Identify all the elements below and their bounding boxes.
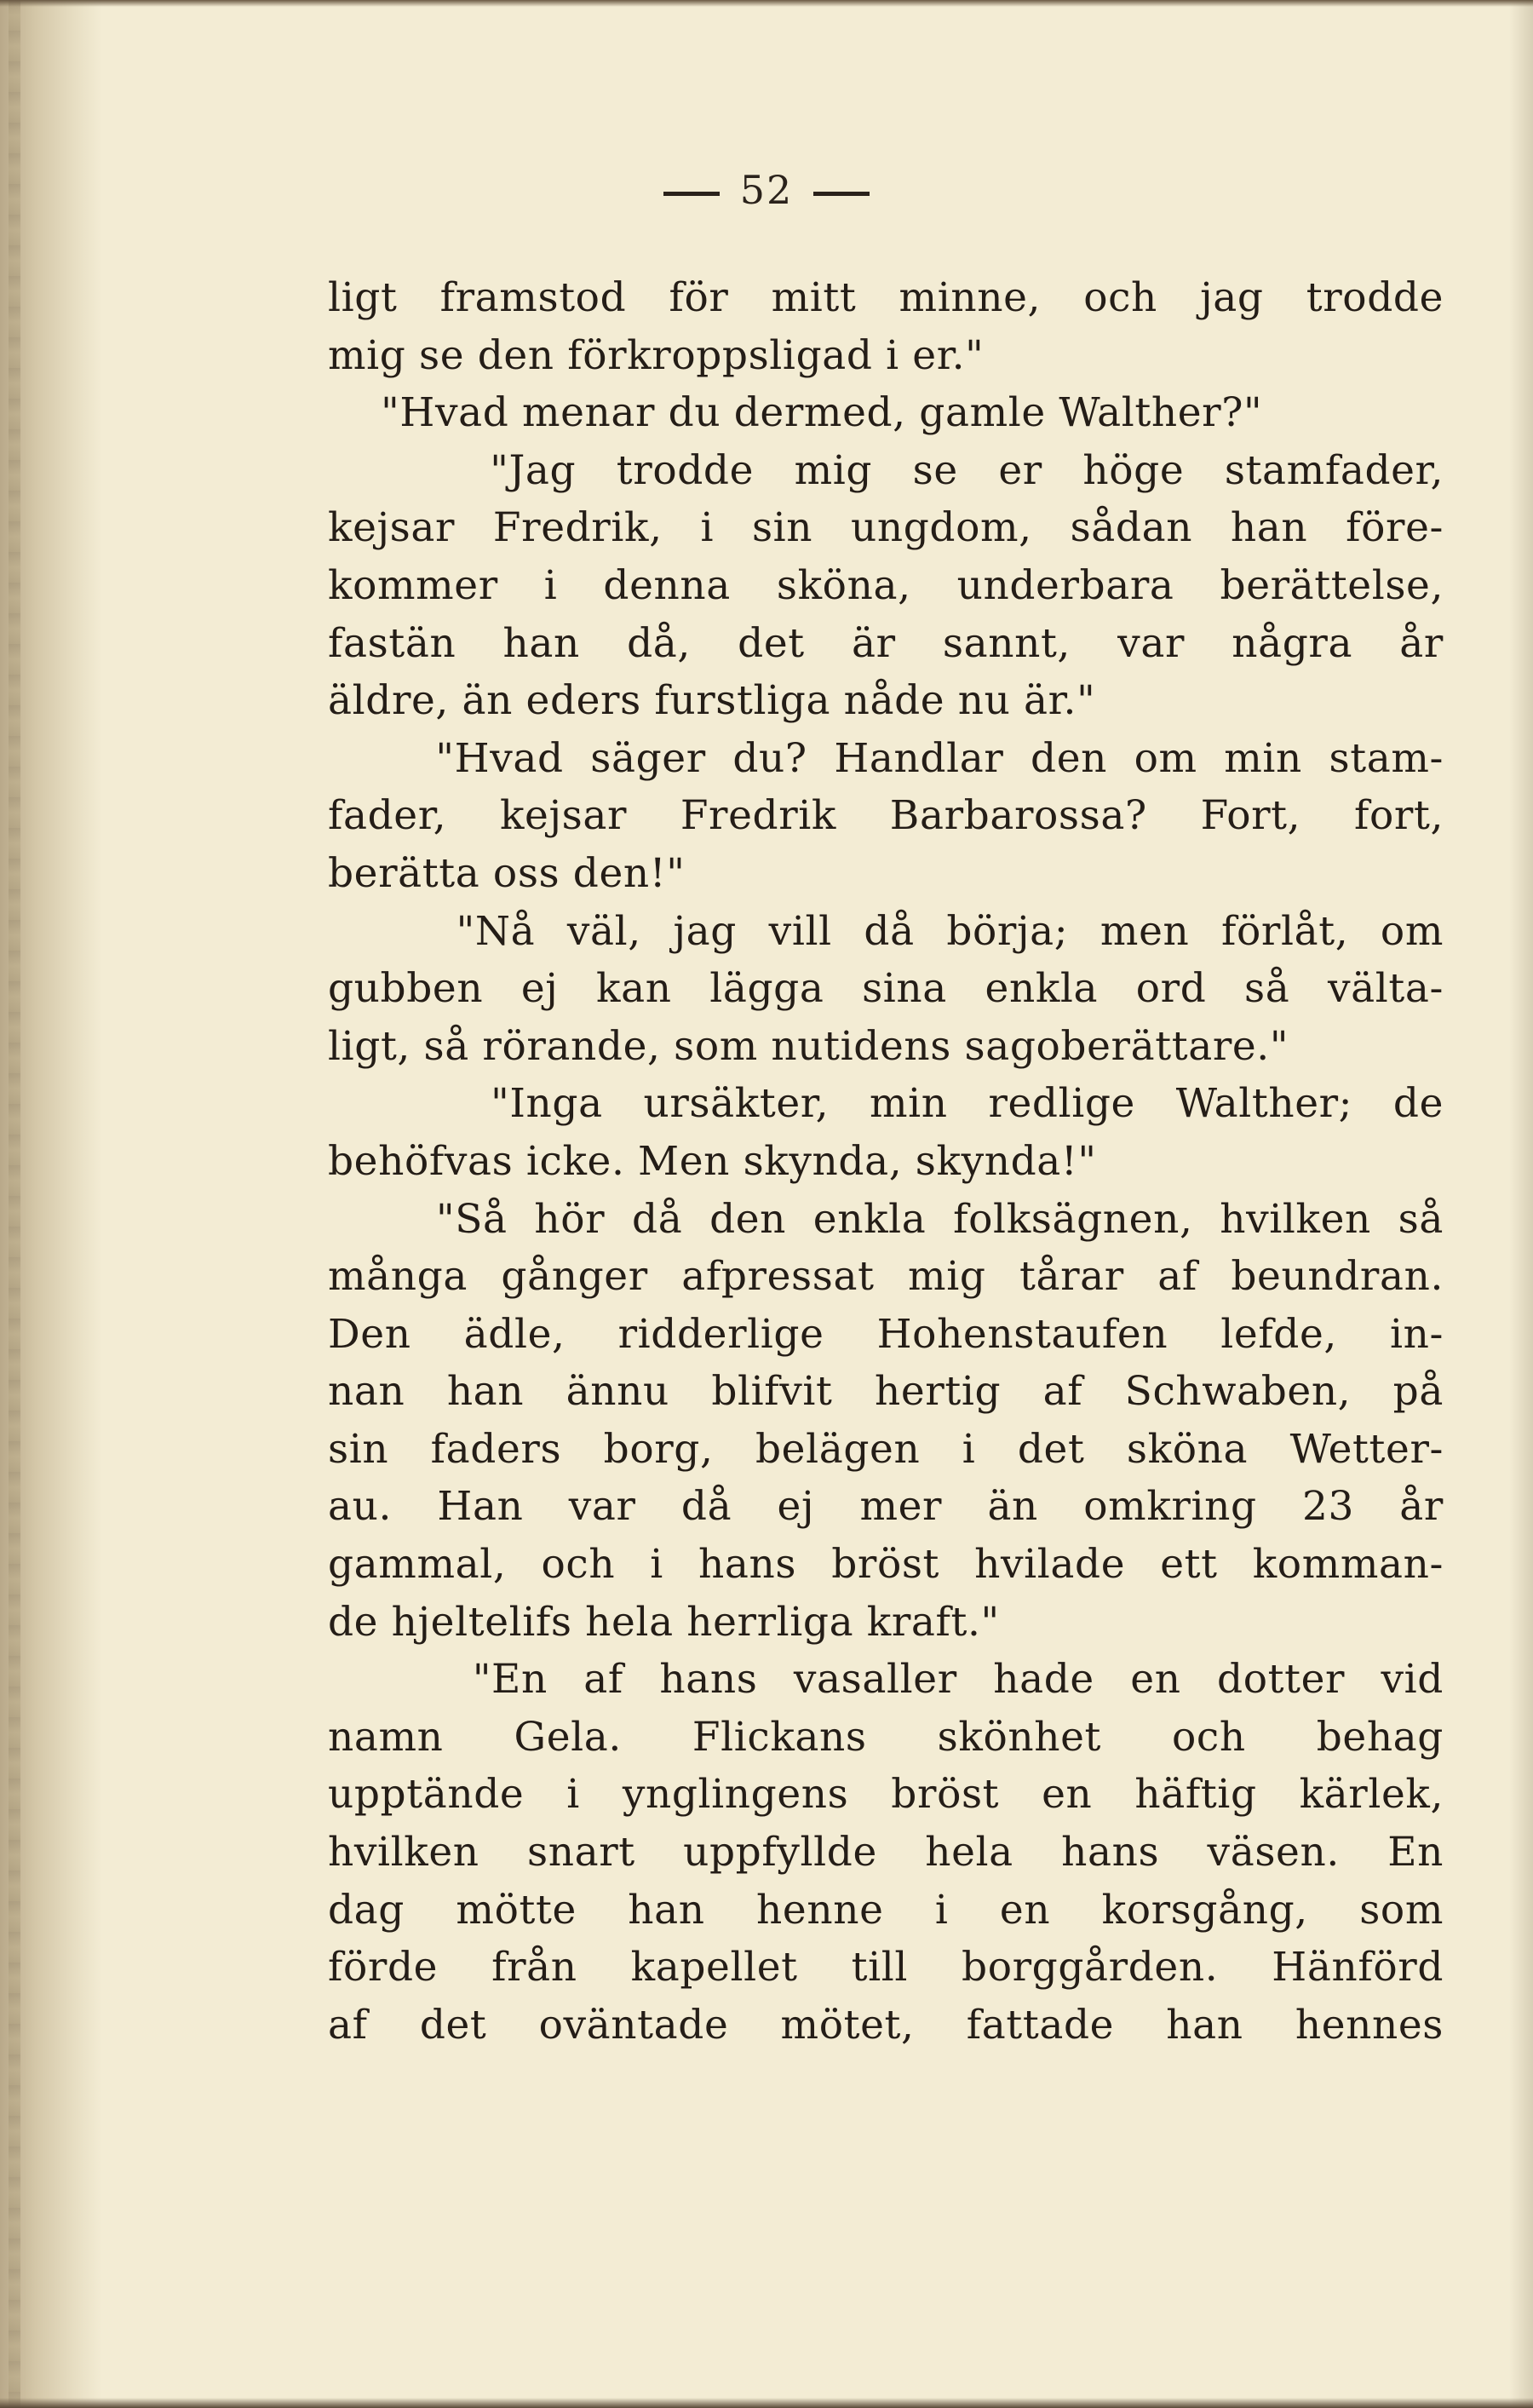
text-line: gubben ej kan lägga sina enkla ord så välta- (328, 965, 1444, 1013)
text-line: hvilken snart uppfyllde hela hans väsen. En (328, 1829, 1444, 1876)
header-dash-right (813, 192, 870, 196)
text-line: fader, kejsar Fredrik Barbarossa? Fort, fort, (328, 792, 1444, 840)
text-line: förde från kapellet till borggården. Hänförd (328, 1944, 1444, 1991)
text-line: mig se den förkroppsligad i er." (328, 331, 985, 379)
text-line: "Hvad menar du dermed, gamle Walther?" (328, 389, 1263, 437)
page-number: 52 (739, 167, 794, 213)
text-line: upptände i ynglingens bröst en häftig kärlek, (328, 1771, 1444, 1819)
page-edge-bottom (0, 2398, 1533, 2408)
binding-stitch (9, 0, 20, 2408)
text-line: au. Han var då ej mer än omkring 23 år (328, 1483, 1444, 1531)
text-line: äldre, än eders furstliga nåde nu är." (328, 677, 1096, 725)
text-line: "Jag trodde mig se er höge stamfader, (328, 446, 1444, 494)
text-line: gammal, och i hans bröst hvilade ett komman- (328, 1541, 1444, 1589)
text-line: "Inga ursäkter, min redlige Walther; de (328, 1080, 1444, 1128)
text-line: fastän han då, det är sannt, var några år (328, 619, 1444, 667)
text-line: berätta oss den!" (328, 849, 686, 897)
text-line: "Så hör då den enkla folksägnen, hvilken så (328, 1195, 1444, 1243)
text-line: dag mötte han henne i en korsgång, som (328, 1886, 1444, 1934)
text-line: "Nå väl, jag vill då börja; men förlåt, om (328, 907, 1444, 955)
text-line: ligt, så rörande, som nutidens sagoberättare." (328, 1022, 1289, 1070)
page-header (0, 167, 1533, 213)
text-line: ligt framstod för mitt minne, och jag trodde (328, 274, 1444, 321)
text-line: "Hvad säger du? Handlar den om min stam- (328, 734, 1444, 782)
text-line: sin faders borg, belägen i det sköna Wetter- (328, 1425, 1444, 1473)
text-line: kommer i denna sköna, underbara berättelse, (328, 561, 1444, 609)
header-dash-left (663, 192, 720, 196)
text-line: de hjeltelifs hela herrliga kraft." (328, 1598, 1000, 1646)
text-line: namn Gela. Flickans skönhet och behag (328, 1713, 1444, 1761)
page-edge-right (1509, 0, 1533, 2408)
text-line: behöfvas icke. Men skynda, skynda!" (328, 1137, 1097, 1185)
text-line: nan han ännu blifvit hertig af Schwaben, på (328, 1368, 1444, 1416)
text-line: Den ädle, ridderlige Hohenstaufen lefde, in- (328, 1310, 1444, 1358)
text-line: af det oväntade mötet, fattade han hennes (328, 2001, 1444, 2049)
page-edge-top (0, 0, 1533, 7)
text-line: kejsar Fredrik, i sin ungdom, sådan han före- (328, 504, 1444, 552)
text-line: "En af hans vasaller hade en dotter vid (328, 1656, 1444, 1704)
body-text (328, 269, 1444, 2054)
text-line: många gånger afpressat mig tårar af beundran. (328, 1253, 1444, 1301)
